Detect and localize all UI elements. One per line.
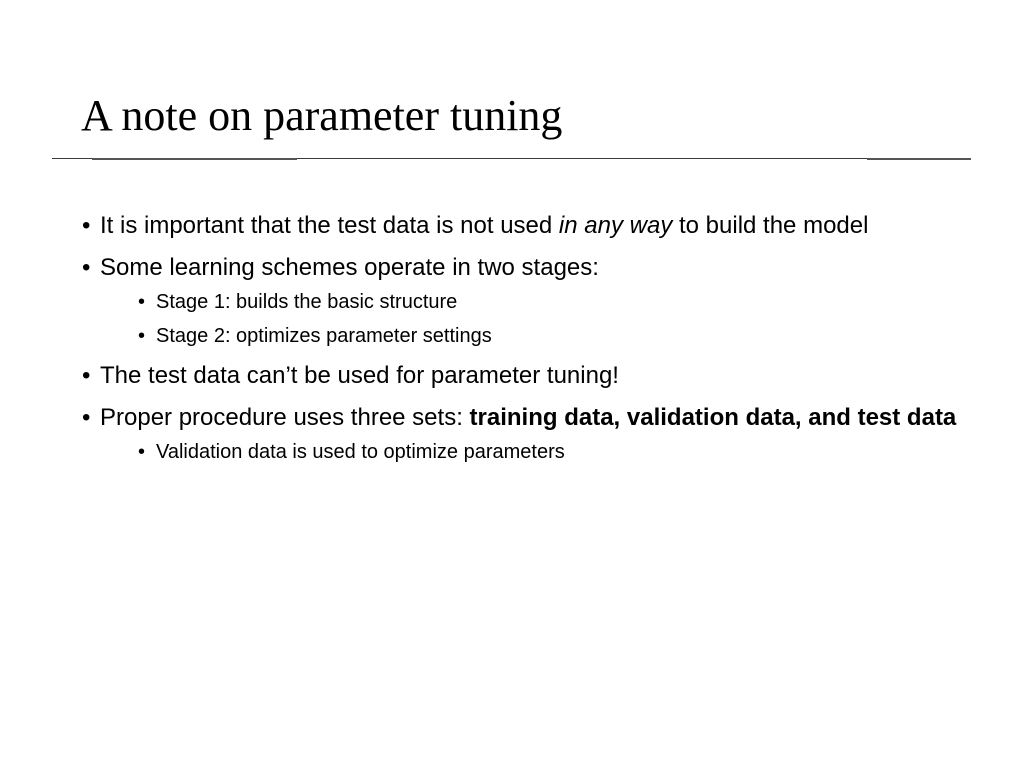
sub-bullet-item-stage-2 bbox=[138, 322, 962, 350]
bullet-icon: • bbox=[138, 291, 146, 313]
sub-bullet-item-validation bbox=[138, 438, 962, 466]
title-divider bbox=[52, 158, 971, 159]
sub-bullet-list bbox=[100, 288, 962, 350]
bullet-item-three-sets bbox=[82, 402, 962, 466]
bullet-icon: • bbox=[138, 441, 146, 463]
bullet-icon: • bbox=[138, 325, 146, 347]
bullet-icon: • bbox=[82, 404, 91, 431]
bullet-item-no-tuning-on-test bbox=[82, 360, 962, 392]
bullet-text: Proper procedure uses three sets: bbox=[100, 404, 470, 431]
bullet-icon: • bbox=[82, 362, 91, 389]
sub-bullet-text: Stage 1: builds the basic structure bbox=[156, 291, 458, 313]
bullet-item-test-data-not-used bbox=[82, 210, 962, 242]
bullet-text: to build the model bbox=[672, 212, 869, 239]
slide-title: A note on parameter tuning bbox=[81, 91, 563, 140]
bullet-item-two-stages bbox=[82, 252, 962, 350]
bullet-text-italic: in any way bbox=[558, 212, 673, 239]
bullet-text-bold: training data, validation data, and test data bbox=[469, 404, 957, 431]
bullet-text: Some learning schemes operate in two stages: bbox=[100, 254, 599, 281]
bullet-icon: • bbox=[82, 254, 91, 281]
bullet-icon: • bbox=[82, 212, 91, 239]
bullet-list bbox=[82, 210, 962, 476]
sub-bullet-item-stage-1 bbox=[138, 288, 962, 316]
sub-bullet-text: Validation data is used to optimize parameters bbox=[156, 441, 565, 463]
bullet-text: The test data can’t be used for parameter tuning! bbox=[100, 362, 619, 389]
bullet-text: It is important that the test data is not used bbox=[100, 212, 559, 239]
sub-bullet-text: Stage 2: optimizes parameter settings bbox=[156, 325, 492, 347]
sub-bullet-list bbox=[100, 438, 962, 466]
